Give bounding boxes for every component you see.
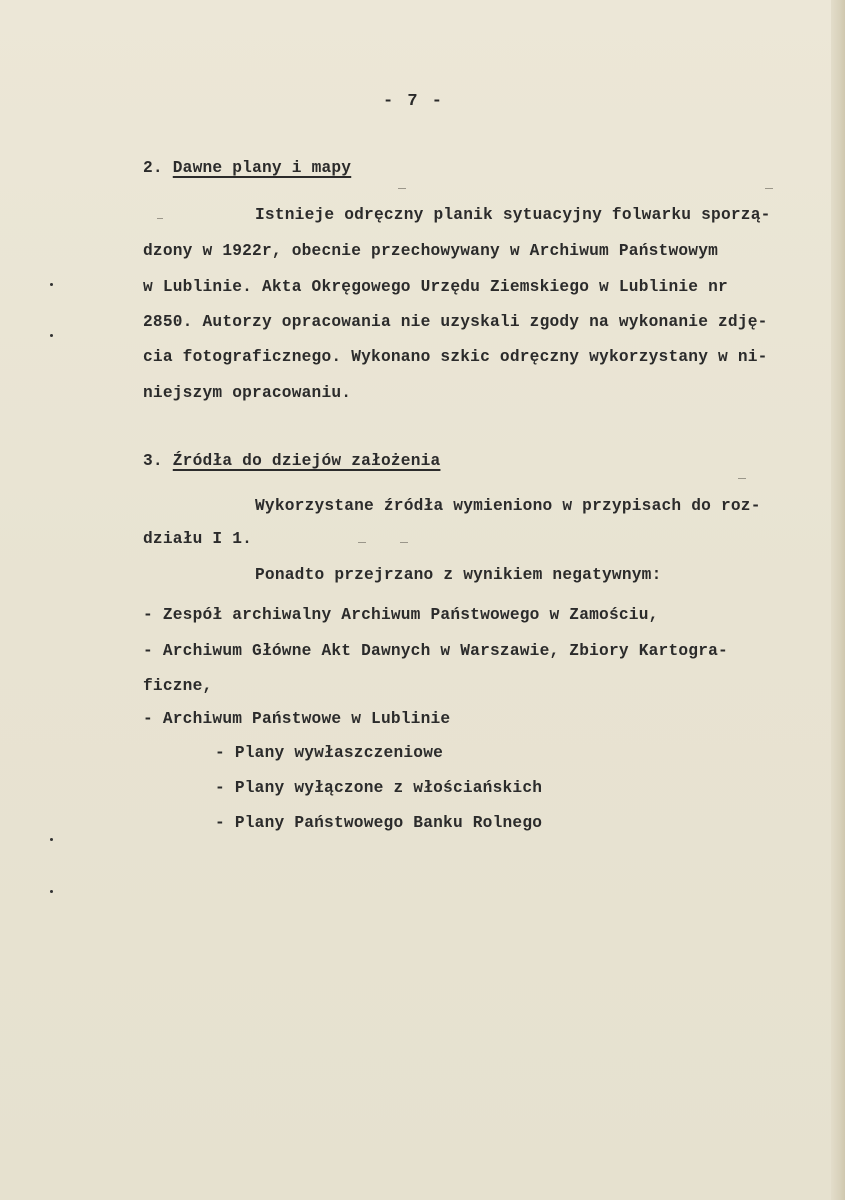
section-2-title: Dawne plany i mapy [172, 159, 352, 177]
faint-mark [765, 188, 773, 189]
section-2-line-6: niejszym opracowaniu. [143, 384, 352, 402]
section-2-line-3: w Lublinie. Akta Okręgowego Urzędu Ziemskiego w Lublinie nr [143, 278, 728, 296]
margin-mark [50, 838, 53, 841]
section-3-line-1: Wykorzystane źródła wymieniono w przypisach do roz- [255, 497, 761, 515]
faint-mark [738, 478, 746, 479]
page-number: - 7 - [383, 92, 445, 111]
section-2-line-4: 2850. Autorzy opracowania nie uzyskali zgody na wykonanie zdję- [143, 313, 768, 331]
section-2-line-5: cia fotograficznego. Wykonano szkic odręczny wykorzystany w ni- [143, 348, 768, 366]
sublist-item-3: - Plany Państwowego Banku Rolnego [215, 814, 543, 832]
margin-mark [50, 283, 53, 286]
section-3-line-2: działu I 1. [143, 530, 253, 548]
faint-mark [358, 542, 366, 543]
section-3-number: 3. [143, 452, 163, 470]
sublist-item-1: - Plany wywłaszczeniowe [215, 744, 444, 762]
list-item-1: - Zespół archiwalny Archiwum Państwowego w Zamościu, [143, 606, 659, 624]
list-item-2: - Archiwum Główne Akt Dawnych w Warszawie, Zbiory Kartogra- [143, 642, 728, 660]
section-2-heading [143, 158, 351, 178]
section-2-line-2: dzony w 1922r, obecnie przechowywany w Archiwum Państwowym [143, 242, 719, 260]
section-3-heading [143, 451, 440, 471]
section-3-line-3: Ponadto przejrzano z wynikiem negatywnym: [255, 566, 662, 584]
faint-mark [398, 188, 406, 189]
section-2-number: 2. [143, 159, 163, 177]
sublist-item-2: - Plany wyłączone z włościańskich [215, 779, 543, 797]
paper-edge [831, 0, 845, 1200]
margin-mark [50, 334, 53, 337]
section-2-line-1: Istnieje odręczny planik sytuacyjny folwarku sporzą- [255, 206, 771, 224]
margin-mark [50, 890, 53, 893]
faint-mark [400, 542, 408, 543]
list-item-2-continued: ficzne, [143, 677, 213, 695]
section-3-title: Źródła do dziejów założenia [172, 452, 441, 470]
list-item-3: - Archiwum Państwowe w Lublinie [143, 710, 451, 728]
faint-mark [157, 218, 163, 219]
